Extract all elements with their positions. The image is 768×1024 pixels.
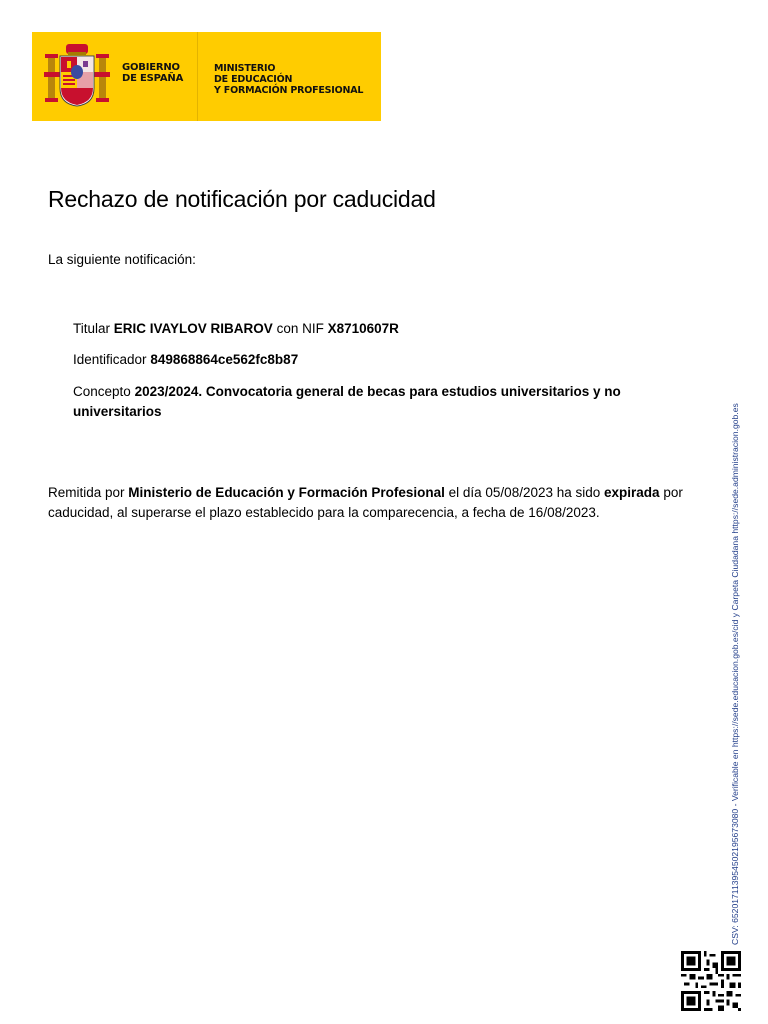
body-mid: el día 05/08/2023 ha sido (448, 485, 601, 500)
header-divider (197, 32, 198, 121)
body-status: expirada (604, 485, 660, 500)
titular-name: ERIC IVAYLOV RIBAROV (113, 321, 273, 336)
csv-verification-text: CSV: 65201711395450219567308​0 - Verificable en https://sede.educacion.gob.es/cid y Carpeta Ciudadana https://sede.administracion.gob.es (730, 403, 740, 945)
nif-value: X8710607R (327, 321, 399, 336)
concepto-line (73, 382, 673, 422)
min-line-1: MINISTERIO (214, 63, 276, 74)
government-name (122, 62, 183, 84)
identificador-value: 849868864ce562fc8b87 (150, 352, 299, 367)
body-end: por caducidad, al superarse el plazo establecido para la comparecencia, a fecha de 16/08/2023. (48, 485, 683, 520)
body-remitida: Remitida por (48, 485, 125, 500)
min-line-2: DE EDUCACIÓN (214, 74, 293, 85)
titular-line (73, 319, 673, 339)
coat-of-arms-icon (44, 42, 110, 110)
nif-label: con NIF (276, 321, 324, 336)
titular-label: Titular (73, 321, 111, 336)
gov-line-1: GOBIERNO (122, 62, 180, 73)
document-title: Rechazo de notificación por caducidad (48, 186, 436, 212)
body-sender: Ministerio de Educación y Formación Profesional (128, 485, 445, 500)
body-paragraph (48, 483, 698, 523)
min-line-3: Y FORMACIÓN PROFESIONAL (214, 85, 364, 96)
identificador-line (73, 350, 673, 370)
header-band (32, 32, 381, 121)
gov-line-2: DE ESPAÑA (122, 73, 184, 84)
concepto-value: 2023/2024. Convocatoria general de becas para estudios universitarios y no universitarios (73, 384, 621, 419)
identificador-label: Identificador (73, 352, 147, 367)
qr-code-icon (679, 951, 743, 1011)
ministry-name (214, 63, 363, 96)
concepto-label: Concepto (73, 384, 131, 399)
intro-text: La siguiente notificación: (48, 252, 196, 267)
